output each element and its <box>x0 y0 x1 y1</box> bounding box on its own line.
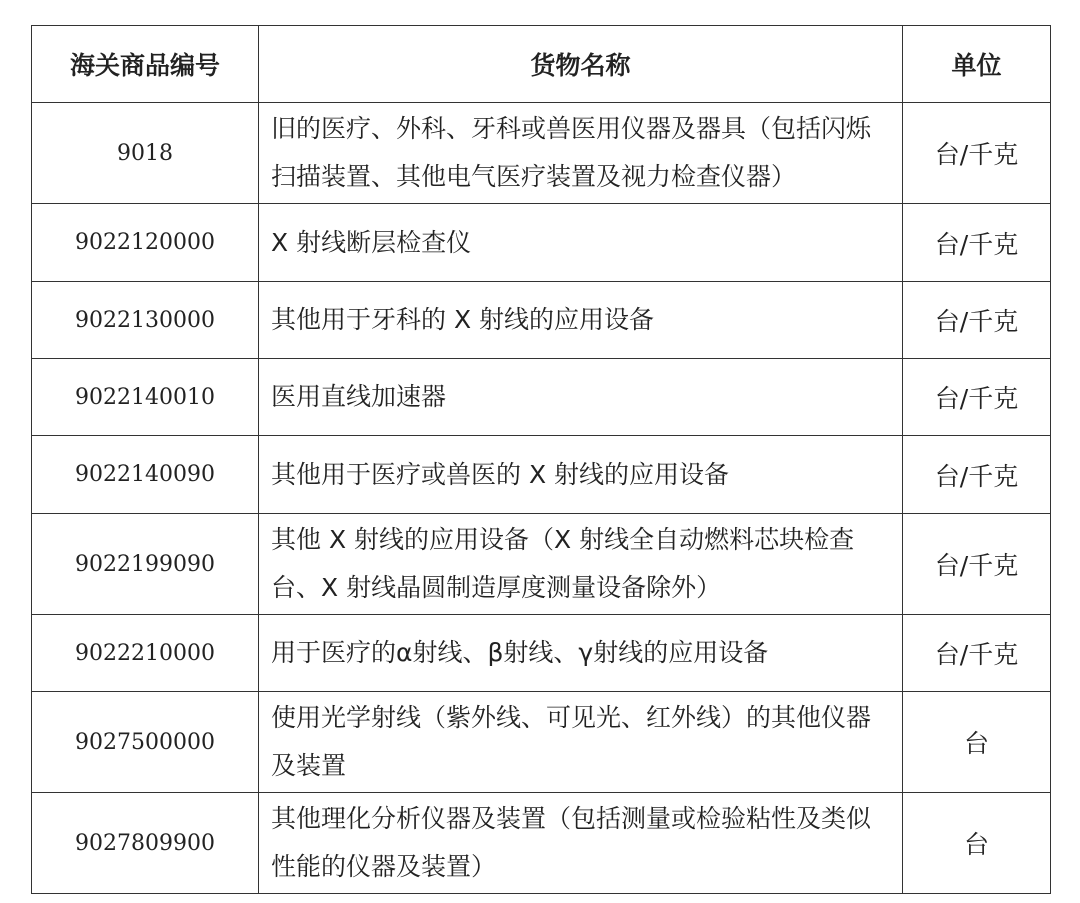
table-row <box>32 282 1051 359</box>
table-row <box>32 615 1051 692</box>
customs-code-cell: 9022140010 <box>32 359 259 436</box>
table-row <box>32 692 1051 793</box>
table-header-row <box>32 26 1051 103</box>
table-row <box>32 436 1051 514</box>
unit-cell: 台/千克 <box>903 103 1051 204</box>
unit-cell: 台/千克 <box>903 615 1051 692</box>
goods-name-cell: X 射线断层检查仪 <box>259 204 903 282</box>
customs-code-cell: 9022120000 <box>32 204 259 282</box>
goods-name-cell: 旧的医疗、外科、牙科或兽医用仪器及器具（包括闪烁扫描装置、其他电气医疗装置及视力检查仪器） <box>259 103 903 204</box>
table-row <box>32 204 1051 282</box>
customs-code-cell: 9018 <box>32 103 259 204</box>
unit-cell: 台/千克 <box>903 359 1051 436</box>
header-goods-name: 货物名称 <box>259 26 903 103</box>
goods-name-cell: 其他理化分析仪器及装置（包括测量或检验粘性及类似性能的仪器及装置） <box>259 793 903 894</box>
customs-code-cell: 9022130000 <box>32 282 259 359</box>
customs-code-cell: 9027500000 <box>32 692 259 793</box>
goods-name-cell: 其他 X 射线的应用设备（X 射线全自动燃料芯块检查台、X 射线晶圆制造厚度测量设备除外） <box>259 514 903 615</box>
customs-code-cell: 9022199090 <box>32 514 259 615</box>
unit-cell: 台/千克 <box>903 514 1051 615</box>
goods-name-cell: 其他用于牙科的 X 射线的应用设备 <box>259 282 903 359</box>
goods-name-cell: 用于医疗的α射线、β射线、γ射线的应用设备 <box>259 615 903 692</box>
goods-name-cell: 医用直线加速器 <box>259 359 903 436</box>
table-row <box>32 514 1051 615</box>
table-row <box>32 359 1051 436</box>
customs-code-cell: 9027809900 <box>32 793 259 894</box>
header-unit: 单位 <box>903 26 1051 103</box>
unit-cell: 台/千克 <box>903 436 1051 514</box>
unit-cell: 台 <box>903 793 1051 894</box>
goods-name-cell: 使用光学射线（紫外线、可见光、红外线）的其他仪器及装置 <box>259 692 903 793</box>
header-customs-code: 海关商品编号 <box>32 26 259 103</box>
goods-name-cell: 其他用于医疗或兽医的 X 射线的应用设备 <box>259 436 903 514</box>
table-row <box>32 793 1051 894</box>
unit-cell: 台 <box>903 692 1051 793</box>
unit-cell: 台/千克 <box>903 282 1051 359</box>
table-row <box>32 103 1051 204</box>
customs-code-cell: 9022140090 <box>32 436 259 514</box>
unit-cell: 台/千克 <box>903 204 1051 282</box>
customs-code-cell: 9022210000 <box>32 615 259 692</box>
goods-table <box>31 25 1051 894</box>
